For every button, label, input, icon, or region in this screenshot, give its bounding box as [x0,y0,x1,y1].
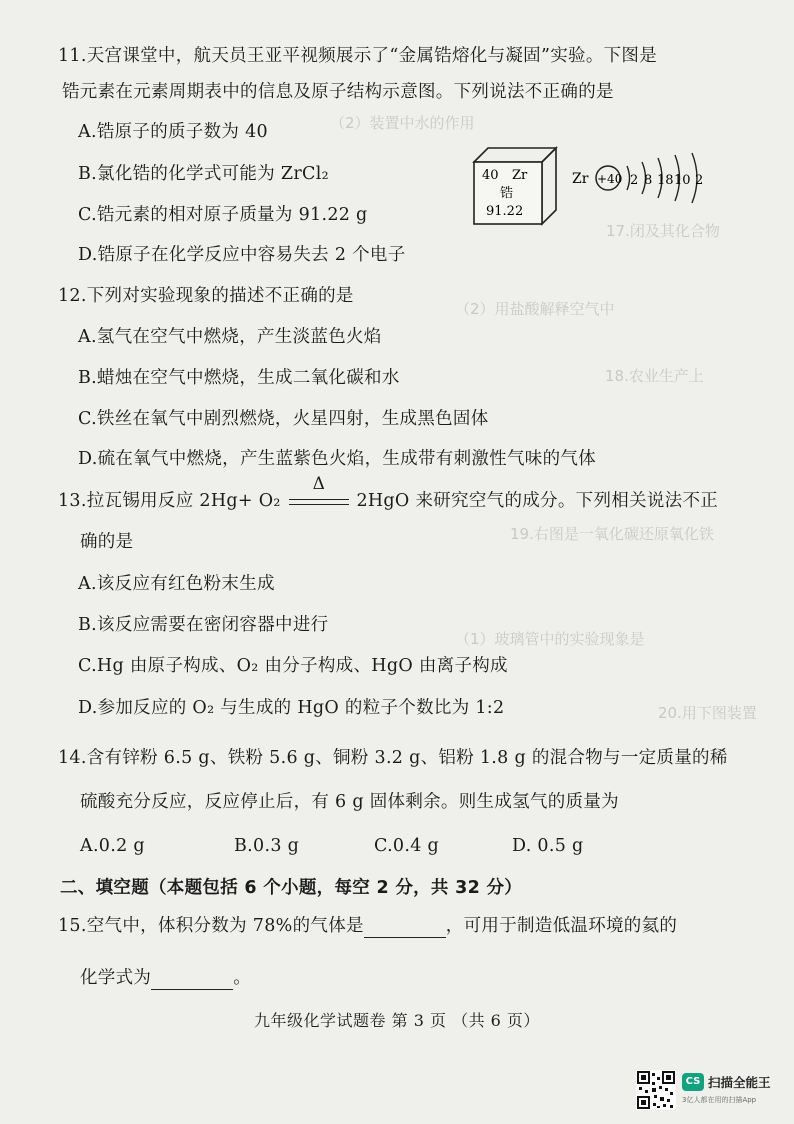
q12-option-a: A.氢气在空气中燃烧，产生淡蓝色火焰 [78,327,382,347]
atom-shell-1: 2 [630,173,639,188]
q14-stem-line2: 硫酸充分反应，反应停止后，有 6 g 固体剩余。则生成氢气的质量为 [80,792,619,812]
q11-option-a: A.锆原子的质子数为 40 [78,122,268,142]
bleed-through-text: （2）用盐酸解释空气中 [455,300,615,318]
page-footer: 九年级化学试题卷 第 3 页 （共 6 页） [254,1011,540,1030]
q13-stem-post: 2HgO 来研究空气的成分。下列相关说法不正 [356,491,719,511]
q13-stem-line1 [58,473,719,513]
q13-option-a: A.该反应有红色粉末生成 [78,574,275,594]
q13-delta-symbol: Δ [312,473,326,494]
bleed-through-text: 18.农业生产上 [605,367,704,385]
element-atomic-mass: 91.22 [486,204,524,219]
q12-option-b: B.蜡烛在空气中燃烧，生成二氧化碳和水 [78,368,400,388]
scanner-tagline: 3亿人都在用的扫描App [682,1096,757,1104]
q15-text-line2: 化学式为 [80,968,152,988]
element-symbol: Zr [512,168,528,183]
atomic-structure-diagram [572,152,712,208]
q12-stem: 12.下列对实验现象的描述不正确的是 [58,286,354,306]
q15-line2 [80,966,251,990]
q15-text-end: 。 [233,968,252,988]
q13-option-b: B.该反应需要在密闭容器中进行 [78,615,329,635]
atom-symbol: Zr [572,171,589,187]
q15-blank-2[interactable] [151,969,233,990]
q13-heat-arrow [287,473,351,512]
q13-stem-line2: 确的是 [80,532,134,552]
q14-option-c: C.0.4 g [374,836,440,856]
q11-option-c: C.锆元素的相对原子质量为 91.22 g [78,205,368,225]
bleed-through-text: 20.用下图装置 [658,704,757,722]
element-name: 锆 [500,186,514,201]
q14-option-d: D. 0.5 g [512,836,584,856]
q14-stem-line1: 14.含有锌粉 6.5 g、铁粉 5.6 g、铜粉 3.2 g、铝粉 1.8 g 的混合物与一定质量的稀 [58,748,728,768]
q15-line1 [58,914,677,938]
q15-blank-1[interactable] [364,917,446,938]
scanner-app-name: 扫描全能王 [708,1075,771,1090]
atom-shell-2: 8 [644,173,653,188]
q13-option-d: D.参加反应的 O₂ 与生成的 HgO 的粒子个数比为 1:2 [78,698,505,718]
q11-stem-line2: 锆元素在元素周期表中的信息及原子结构示意图。下列说法不正确的是 [62,82,614,102]
q13-stem-pre: 13.拉瓦锡用反应 2Hg+ O₂ [58,491,281,511]
bleed-through-text: （2）装置中水的作用 [330,114,475,132]
bleed-through-text: （1）玻璃管中的实验现象是 [455,630,645,648]
q14-option-a: A.0.2 g [80,836,145,856]
q15-text-pre: 15.空气中，体积分数为 78%的气体是 [58,916,364,936]
atom-shell-3: 18 [657,173,674,188]
q13-option-c: C.Hg 由原子构成、O₂ 由分子构成、HgO 由离子构成 [78,656,508,676]
bleed-through-text: 17.闭及其化合物 [606,222,720,240]
element-atomic-number: 40 [482,168,499,183]
section-2-heading: 二、填空题（本题包括 6 个小题，每空 2 分，共 32 分） [60,878,523,898]
q14-option-b: B.0.3 g [234,836,300,856]
q11-option-b: B.氯化锆的化学式可能为 ZrCl₂ [78,164,329,184]
atom-shell-5: 2 [695,173,704,188]
bleed-through-text: 19.右图是一氧化碳还原氧化铁 [510,525,714,543]
q12-option-c: C.铁丝在氧气中剧烈燃烧，火星四射，生成黑色固体 [78,409,489,429]
qr-code-icon [636,1070,676,1110]
scanner-app-icon: CS [682,1073,704,1091]
q11-option-d: D.锆原子在化学反应中容易失去 2 个电子 [78,245,406,265]
q11-stem-line1: 11.天宫课堂中，航天员王亚平视频展示了“金属锆熔化与凝固”实验。下图是 [58,46,658,66]
q15-text-mid: ，可用于制造低温环境的氦的 [445,916,678,936]
q12-option-d: D.硫在氧气中燃烧，产生蓝紫色火焰，生成带有刺激性气味的气体 [78,449,596,469]
element-cell-diagram [472,144,558,228]
atom-shell-4: 10 [674,173,691,188]
atom-nucleus-charge: +40 [597,172,623,186]
